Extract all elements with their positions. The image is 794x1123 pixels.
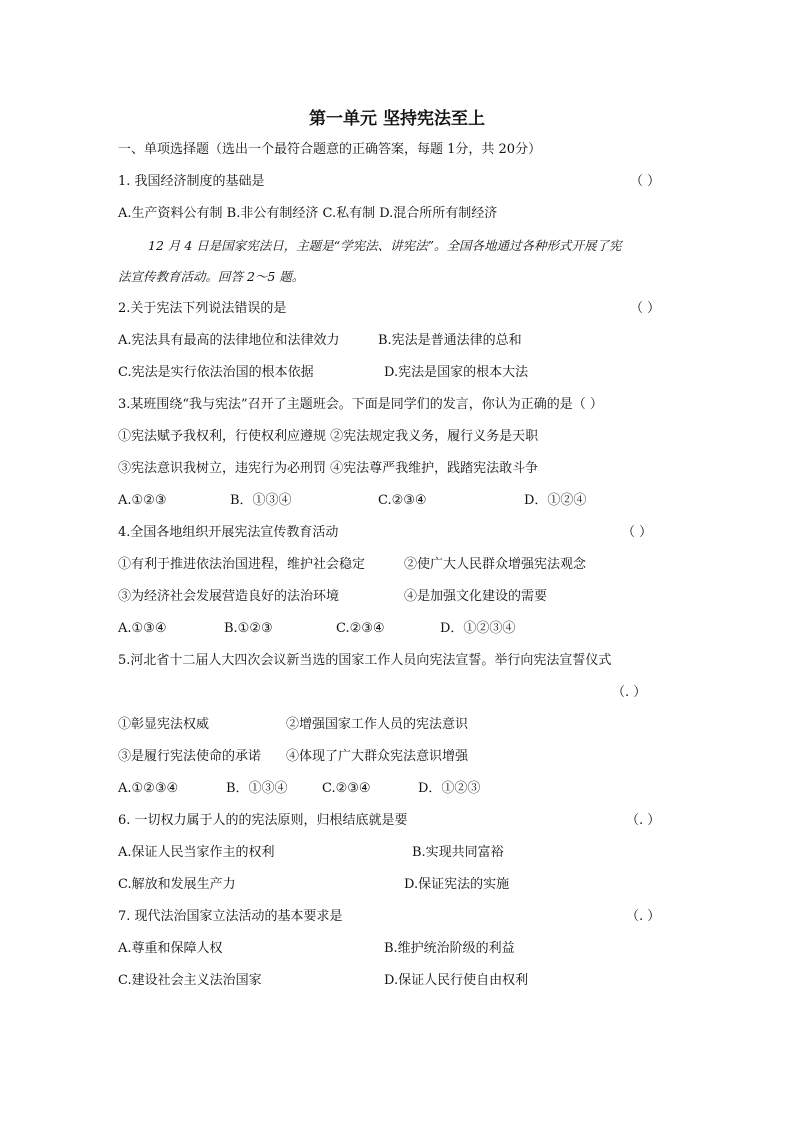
question-4-answer-blank: （ ） xyxy=(622,525,653,540)
question-4-option-a: A.①③④ xyxy=(118,621,167,636)
question-5-statement-3: ③是履行宪法使命的承诺 xyxy=(118,749,262,764)
question-4-option-d: D．①②③④ xyxy=(440,621,516,636)
question-1-stem: 1. 我国经济制度的基础是 xyxy=(118,174,265,189)
passage-line-2: 法宣传教育活动。回答 2～5 题。 xyxy=(118,269,305,284)
question-1-answer-blank: （ ） xyxy=(630,174,661,189)
question-2-option-c: C.宪法是实行依法治国的根本依据 xyxy=(118,365,314,380)
question-4-statement-4: ④是加强文化建设的需要 xyxy=(404,589,548,604)
passage-line-1: 12 月 4 日是国家宪法日，主题是“学宪法、讲宪法”。全国各地通过各种形式开展了宪 xyxy=(148,238,622,253)
question-4-option-b: B.①②③ xyxy=(224,621,273,636)
question-5-answer-blank: （. ） xyxy=(612,685,647,700)
question-3-statements-1-2: ①宪法赋予我权利，行使权利应遵规 ②宪法规定我义务，履行义务是天职 xyxy=(118,429,539,444)
question-3-option-a: A.①②③ xyxy=(118,493,167,508)
question-5-statement-1: ①彰显宪法权威 xyxy=(118,717,210,732)
question-5-statement-2: ②增强国家工作人员的宪法意识 xyxy=(286,717,469,732)
question-6-stem: 6. 一切权力属于人的的宪法原则，归根结底就是要 xyxy=(118,813,408,828)
question-2-option-d: D.宪法是国家的根本大法 xyxy=(384,365,529,380)
question-5-option-d: D．①②③ xyxy=(418,781,481,796)
question-4-stem: 4.全国各地组织开展宪法宣传教育活动 xyxy=(118,525,339,540)
question-5-option-b: B．①③④ xyxy=(226,781,288,796)
question-4-statement-2: ②使广大人民群众增强宪法观念 xyxy=(404,557,587,572)
question-6-option-b: B.实现共同富裕 xyxy=(412,845,504,860)
question-3-stem: 3.某班围绕“我与宪法”召开了主题班会。下面是同学们的发言，你认为正确的是（ ） xyxy=(118,397,603,412)
question-7-answer-blank: （. ） xyxy=(626,909,661,924)
section-heading: 一、单项选择题（选出一个最符合题意的正确答案，每题 1分，共 20分） xyxy=(118,142,542,157)
question-6-option-a: A.保证人民当家作主的权利 xyxy=(118,845,275,860)
question-6-option-d: D.保证宪法的实施 xyxy=(404,877,510,892)
question-6-answer-blank: （. ） xyxy=(626,813,661,828)
question-3-option-d: D．①②④ xyxy=(524,493,587,508)
question-7-stem: 7. 现代法治国家立法活动的基本要求是 xyxy=(118,909,343,924)
question-3-option-c: C.②③④ xyxy=(378,493,427,508)
question-5-stem: 5.河北省十二届人大四次会议新当选的国家工作人员向宪法宣誓。举行向宪法宣誓仪式 xyxy=(118,653,612,668)
question-4-statement-1: ①有利于推进依法治国进程，维护社会稳定 xyxy=(118,557,366,572)
question-7-option-c: C.建设社会主义法治国家 xyxy=(118,973,262,988)
question-4-option-c: C.②③④ xyxy=(336,621,385,636)
question-7-option-b: B.维护统治阶级的利益 xyxy=(384,941,515,956)
question-2-stem: 2.关于宪法下列说法错误的是 xyxy=(118,301,287,316)
question-3-option-b: B．①③④ xyxy=(230,493,292,508)
question-4-statement-3: ③为经济社会发展营造良好的法治环境 xyxy=(118,589,340,604)
question-1-options: A.生产资料公有制 B.非公有制经济 C.私有制 D.混合所所有制经济 xyxy=(118,206,498,221)
question-6-option-c: C.解放和发展生产力 xyxy=(118,877,236,892)
question-2-option-a: A.宪法具有最高的法律地位和法律效力 xyxy=(118,333,340,348)
question-2-answer-blank: （ ） xyxy=(630,301,661,316)
question-5-option-c: C.②③④ xyxy=(322,781,371,796)
question-7-option-d: D.保证人民行使自由权利 xyxy=(384,973,529,988)
question-3-statements-3-4: ③宪法意识我树立，违宪行为必刑罚 ④宪法尊严我维护，践踏宪法敢斗争 xyxy=(118,461,539,476)
question-7-option-a: A.尊重和保障人权 xyxy=(118,941,223,956)
page-title: 第一单元 坚持宪法至上 xyxy=(309,109,485,129)
question-5-statement-4: ④体现了广大群众宪法意识增强 xyxy=(286,749,469,764)
question-2-option-b: B.宪法是普通法律的总和 xyxy=(378,333,522,348)
question-5-option-a: A.①②③④ xyxy=(118,781,179,796)
